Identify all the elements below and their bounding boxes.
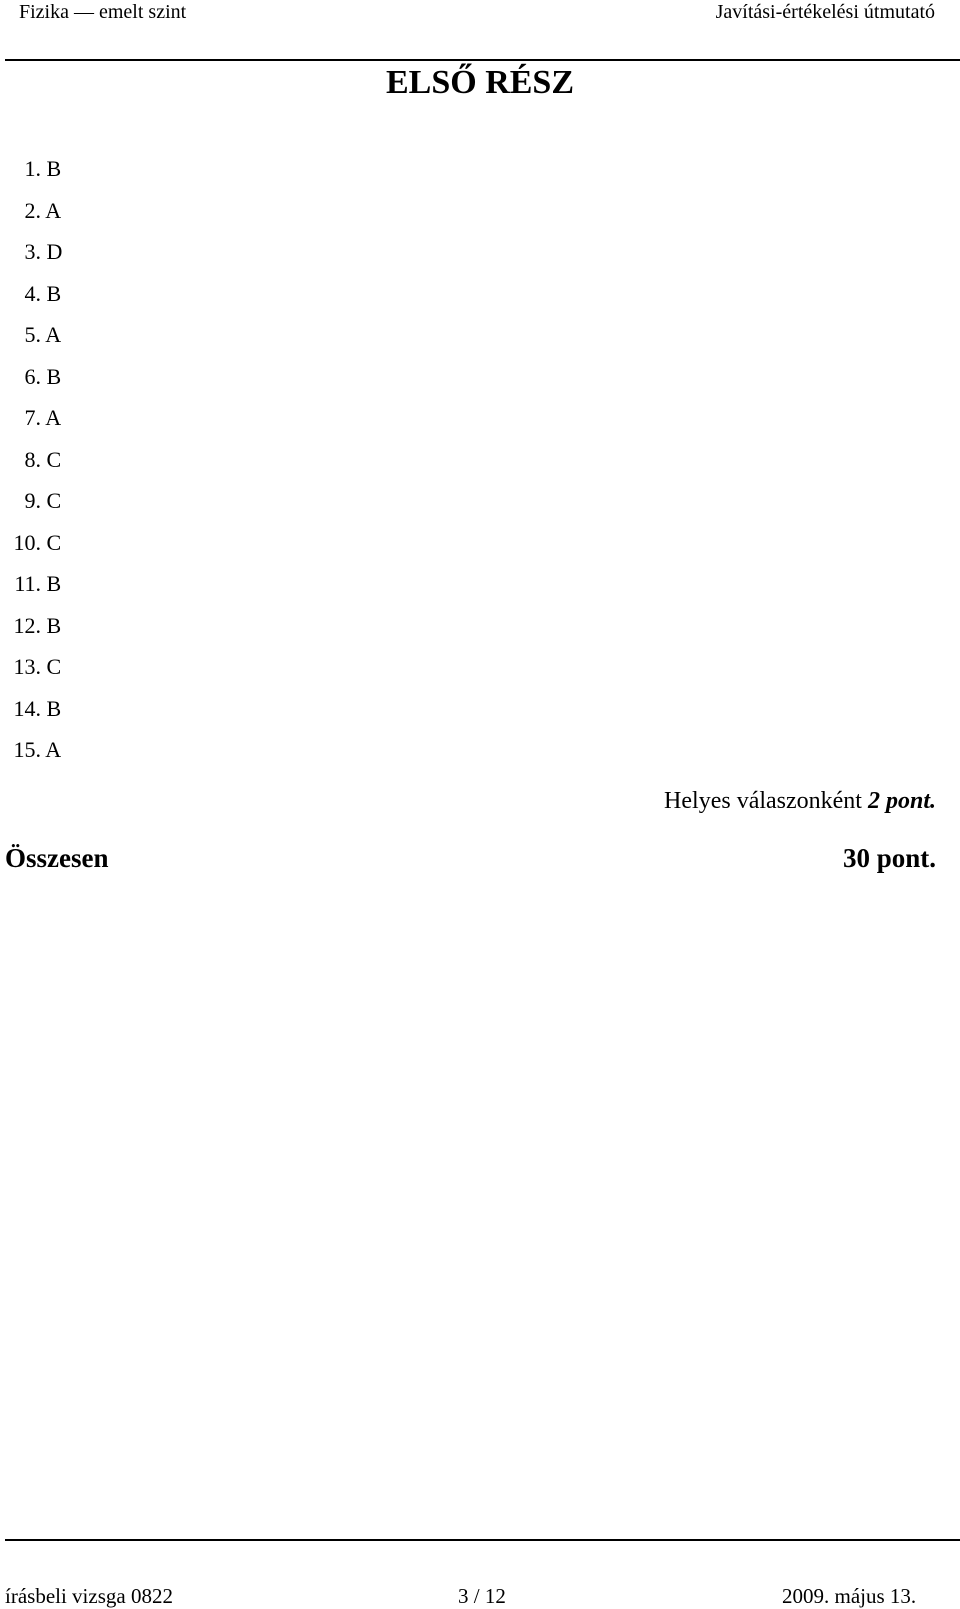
- answer-letter: C: [46, 488, 62, 513]
- answer-item: [5, 273, 62, 315]
- answer-item: [5, 356, 62, 398]
- answer-item: [5, 148, 62, 190]
- header-subject: Fizika — emelt szint: [19, 1, 187, 23]
- total-label: Összesen: [5, 843, 109, 873]
- answer-number: 2.: [24, 197, 41, 223]
- answer-letter: B: [46, 156, 62, 181]
- answer-letter: A: [45, 405, 62, 430]
- answer-number: 10.: [13, 529, 41, 555]
- answer-letter: D: [46, 239, 63, 264]
- answer-letter: C: [46, 446, 62, 472]
- answer-letter: B: [46, 695, 62, 721]
- answer-item: [5, 605, 62, 647]
- answer-letter: A: [45, 737, 62, 762]
- footer-exam-code: írásbeli vizsga 0822: [5, 1584, 173, 1608]
- page-title: ELSŐ RÉSZ: [385, 64, 575, 101]
- answer-item: [5, 563, 62, 605]
- answer-item: [5, 397, 62, 439]
- answer-number: 4.: [24, 280, 41, 306]
- answer-number: 8.: [24, 446, 41, 472]
- answer-number: 6.: [24, 363, 41, 389]
- answer-number: 11.: [14, 571, 41, 596]
- scoring-note: [664, 786, 936, 816]
- answer-letter: C: [46, 654, 62, 679]
- answer-number: 14.: [13, 695, 41, 721]
- answer-letter: B: [46, 280, 62, 306]
- answer-number: 3.: [24, 239, 41, 264]
- answer-number: 5.: [24, 322, 41, 347]
- header-divider: [5, 59, 960, 61]
- answer-item: [5, 314, 62, 356]
- footer-divider: [5, 1539, 960, 1541]
- answer-letter: B: [46, 612, 62, 638]
- answer-item: [5, 231, 62, 273]
- answer-item: [5, 439, 62, 481]
- answer-letter: A: [45, 197, 62, 223]
- answer-letter: B: [46, 363, 62, 389]
- scoring-note-text: Helyes válaszonként: [664, 788, 868, 814]
- answer-item: [5, 522, 62, 564]
- scoring-note-points: 2 pont.: [867, 788, 936, 814]
- answer-item: [5, 646, 62, 688]
- answer-letter: B: [46, 571, 62, 596]
- answer-number: 12.: [13, 612, 41, 638]
- answer-number: 7.: [24, 405, 41, 430]
- answer-item: [5, 190, 62, 232]
- total-value: 30 pont.: [842, 843, 936, 873]
- answer-item: [5, 480, 62, 522]
- answer-number: 15.: [13, 737, 41, 762]
- answer-item: [5, 729, 62, 771]
- answer-item: [5, 688, 62, 730]
- header-document-type: Javítási-értékelési útmutató: [715, 1, 935, 23]
- answer-number: 1.: [24, 156, 41, 181]
- answer-number: 13.: [13, 654, 41, 679]
- answer-letter: C: [46, 529, 62, 555]
- footer-date: 2009. május 13.: [782, 1584, 917, 1608]
- footer-page-number: 3 / 12: [458, 1584, 506, 1608]
- answer-letter: A: [45, 322, 62, 347]
- answer-list: [5, 148, 62, 771]
- answer-number: 9.: [24, 488, 41, 513]
